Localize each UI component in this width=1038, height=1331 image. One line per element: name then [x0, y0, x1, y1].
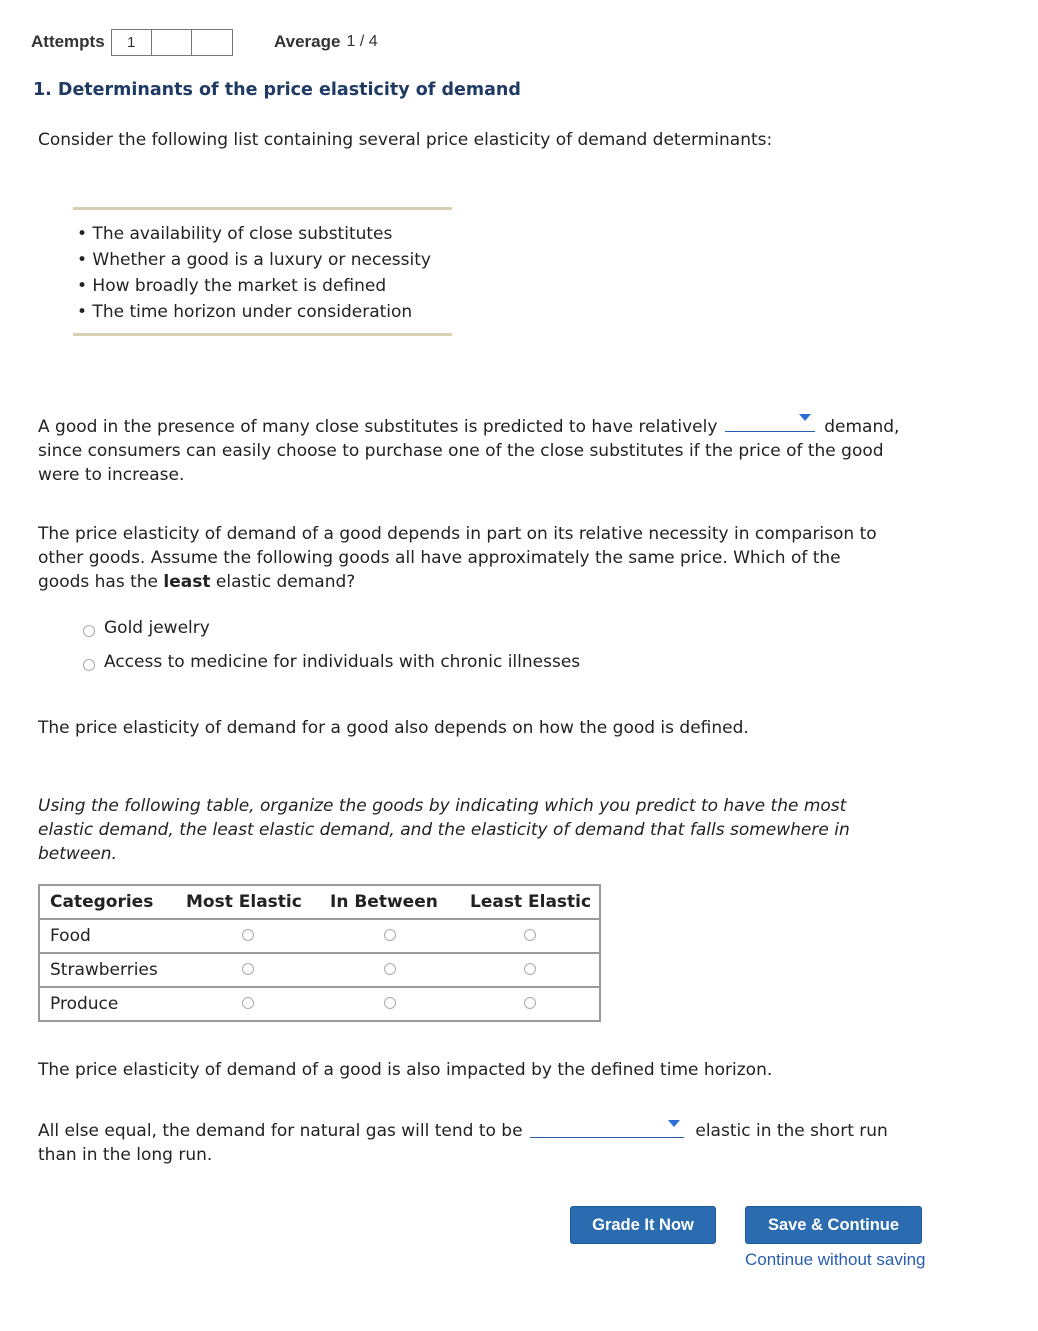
attempts-label: Attempts — [31, 32, 105, 51]
cell — [460, 953, 600, 987]
substitutes-line-2: since consumers can easily choose to purchase one of the close substitutes if the price of the good — [38, 441, 884, 461]
radio-button[interactable] — [524, 997, 536, 1009]
attempt-box: 1 — [112, 30, 152, 55]
gas-dropdown[interactable] — [530, 1120, 684, 1138]
radio-button[interactable] — [384, 963, 396, 975]
substitutes-paragraph — [38, 414, 998, 487]
radio-button[interactable] — [242, 929, 254, 941]
option-gold-jewelry[interactable] — [83, 618, 210, 638]
defined-text: The price elasticity of demand for a good also depends on how the good is defined. — [38, 718, 749, 738]
option-label: Gold jewelry — [104, 618, 210, 638]
list-item: • The availability of close substitutes — [77, 224, 393, 244]
radio-button[interactable] — [384, 997, 396, 1009]
table-row — [39, 919, 600, 953]
substitutes-line-1 — [38, 414, 998, 439]
determinants-list — [73, 207, 452, 336]
attempt-boxes — [111, 29, 233, 56]
grade-it-now-button[interactable]: Grade It Now — [570, 1206, 716, 1244]
natural-gas-paragraph — [38, 1118, 998, 1167]
cell — [176, 953, 320, 987]
radio-button[interactable] — [83, 625, 95, 637]
gas-line-1 — [38, 1118, 998, 1143]
average-score — [274, 29, 378, 55]
table-header-row — [39, 885, 600, 919]
average-value: 1 / 4 — [346, 33, 378, 50]
option-medicine[interactable] — [83, 652, 580, 672]
cell — [176, 987, 320, 1021]
instructions-line-2: elastic demand, the least elastic demand, and the elasticity of demand that falls somewhere in — [38, 820, 850, 840]
instructions-line-1: Using the following table, organize the goods by indicating which you predict to have the most — [38, 796, 847, 816]
chevron-down-icon — [668, 1120, 680, 1127]
gas-text-pre: All else equal, the demand for natural gas will tend to be — [38, 1121, 523, 1141]
radio-button[interactable] — [524, 963, 536, 975]
substitutes-dropdown[interactable] — [725, 414, 815, 432]
average-label: Average — [274, 32, 341, 51]
table-row — [39, 987, 600, 1021]
list-item: • How broadly the market is defined — [77, 276, 387, 296]
cell — [460, 919, 600, 953]
column-header: Most Elastic — [176, 885, 320, 919]
radio-button[interactable] — [384, 929, 396, 941]
intro-text: Consider the following list containing several price elasticity of demand determinants: — [38, 130, 773, 150]
row-label: Produce — [50, 994, 119, 1014]
radio-button[interactable] — [242, 997, 254, 1009]
chevron-down-icon — [799, 414, 811, 421]
substitutes-text-pre: A good in the presence of many close substitutes is predicted to have relatively — [38, 417, 718, 437]
necessity-line-1: The price elasticity of demand of a good depends in part on its relative necessity in comparison to — [38, 524, 877, 544]
column-header: In Between — [320, 885, 460, 919]
option-label: Access to medicine for individuals with chronic illnesses — [104, 652, 581, 672]
column-header: Least Elastic — [460, 885, 600, 919]
gas-line-2: than in the long run. — [38, 1145, 213, 1165]
necessity-paragraph — [38, 522, 998, 594]
question-title: 1. Determinants of the price elasticity of demand — [33, 80, 521, 100]
attempts-indicator — [31, 29, 233, 55]
substitutes-text-post: demand, — [824, 417, 900, 437]
time-horizon-text: The price elasticity of demand of a good is also impacted by the defined time horizon. — [38, 1060, 773, 1080]
necessity-emphasis: least — [163, 572, 211, 592]
necessity-text-pre: goods has the — [38, 572, 164, 592]
cell — [320, 919, 460, 953]
necessity-text-post: elastic demand? — [210, 572, 356, 592]
gas-text-post: elastic in the short run — [695, 1121, 888, 1141]
attempt-box — [192, 30, 232, 55]
radio-button[interactable] — [524, 929, 536, 941]
radio-button[interactable] — [83, 659, 95, 671]
table-instructions — [38, 794, 998, 866]
row-label: Food — [39, 919, 176, 953]
list-item: • The time horizon under consideration — [77, 302, 413, 322]
attempt-box — [152, 30, 192, 55]
cell — [320, 953, 460, 987]
cell — [176, 919, 320, 953]
necessity-line-3 — [38, 570, 998, 594]
continue-without-saving-link[interactable]: Continue without saving — [745, 1250, 926, 1269]
substitutes-line-3: were to increase. — [38, 465, 185, 485]
save-continue-button[interactable]: Save & Continue — [745, 1206, 922, 1244]
list-item: • Whether a good is a luxury or necessity — [77, 250, 431, 270]
row-label: Strawberries — [39, 953, 176, 987]
radio-button[interactable] — [242, 963, 254, 975]
cell — [460, 987, 600, 1021]
cell — [320, 987, 460, 1021]
table-row — [39, 953, 600, 987]
necessity-line-2: other goods. Assume the following goods all have approximately the same price. Which of the — [38, 548, 841, 568]
elasticity-table — [38, 884, 601, 1022]
column-header: Categories — [39, 885, 176, 919]
instructions-line-3: between. — [38, 844, 117, 864]
